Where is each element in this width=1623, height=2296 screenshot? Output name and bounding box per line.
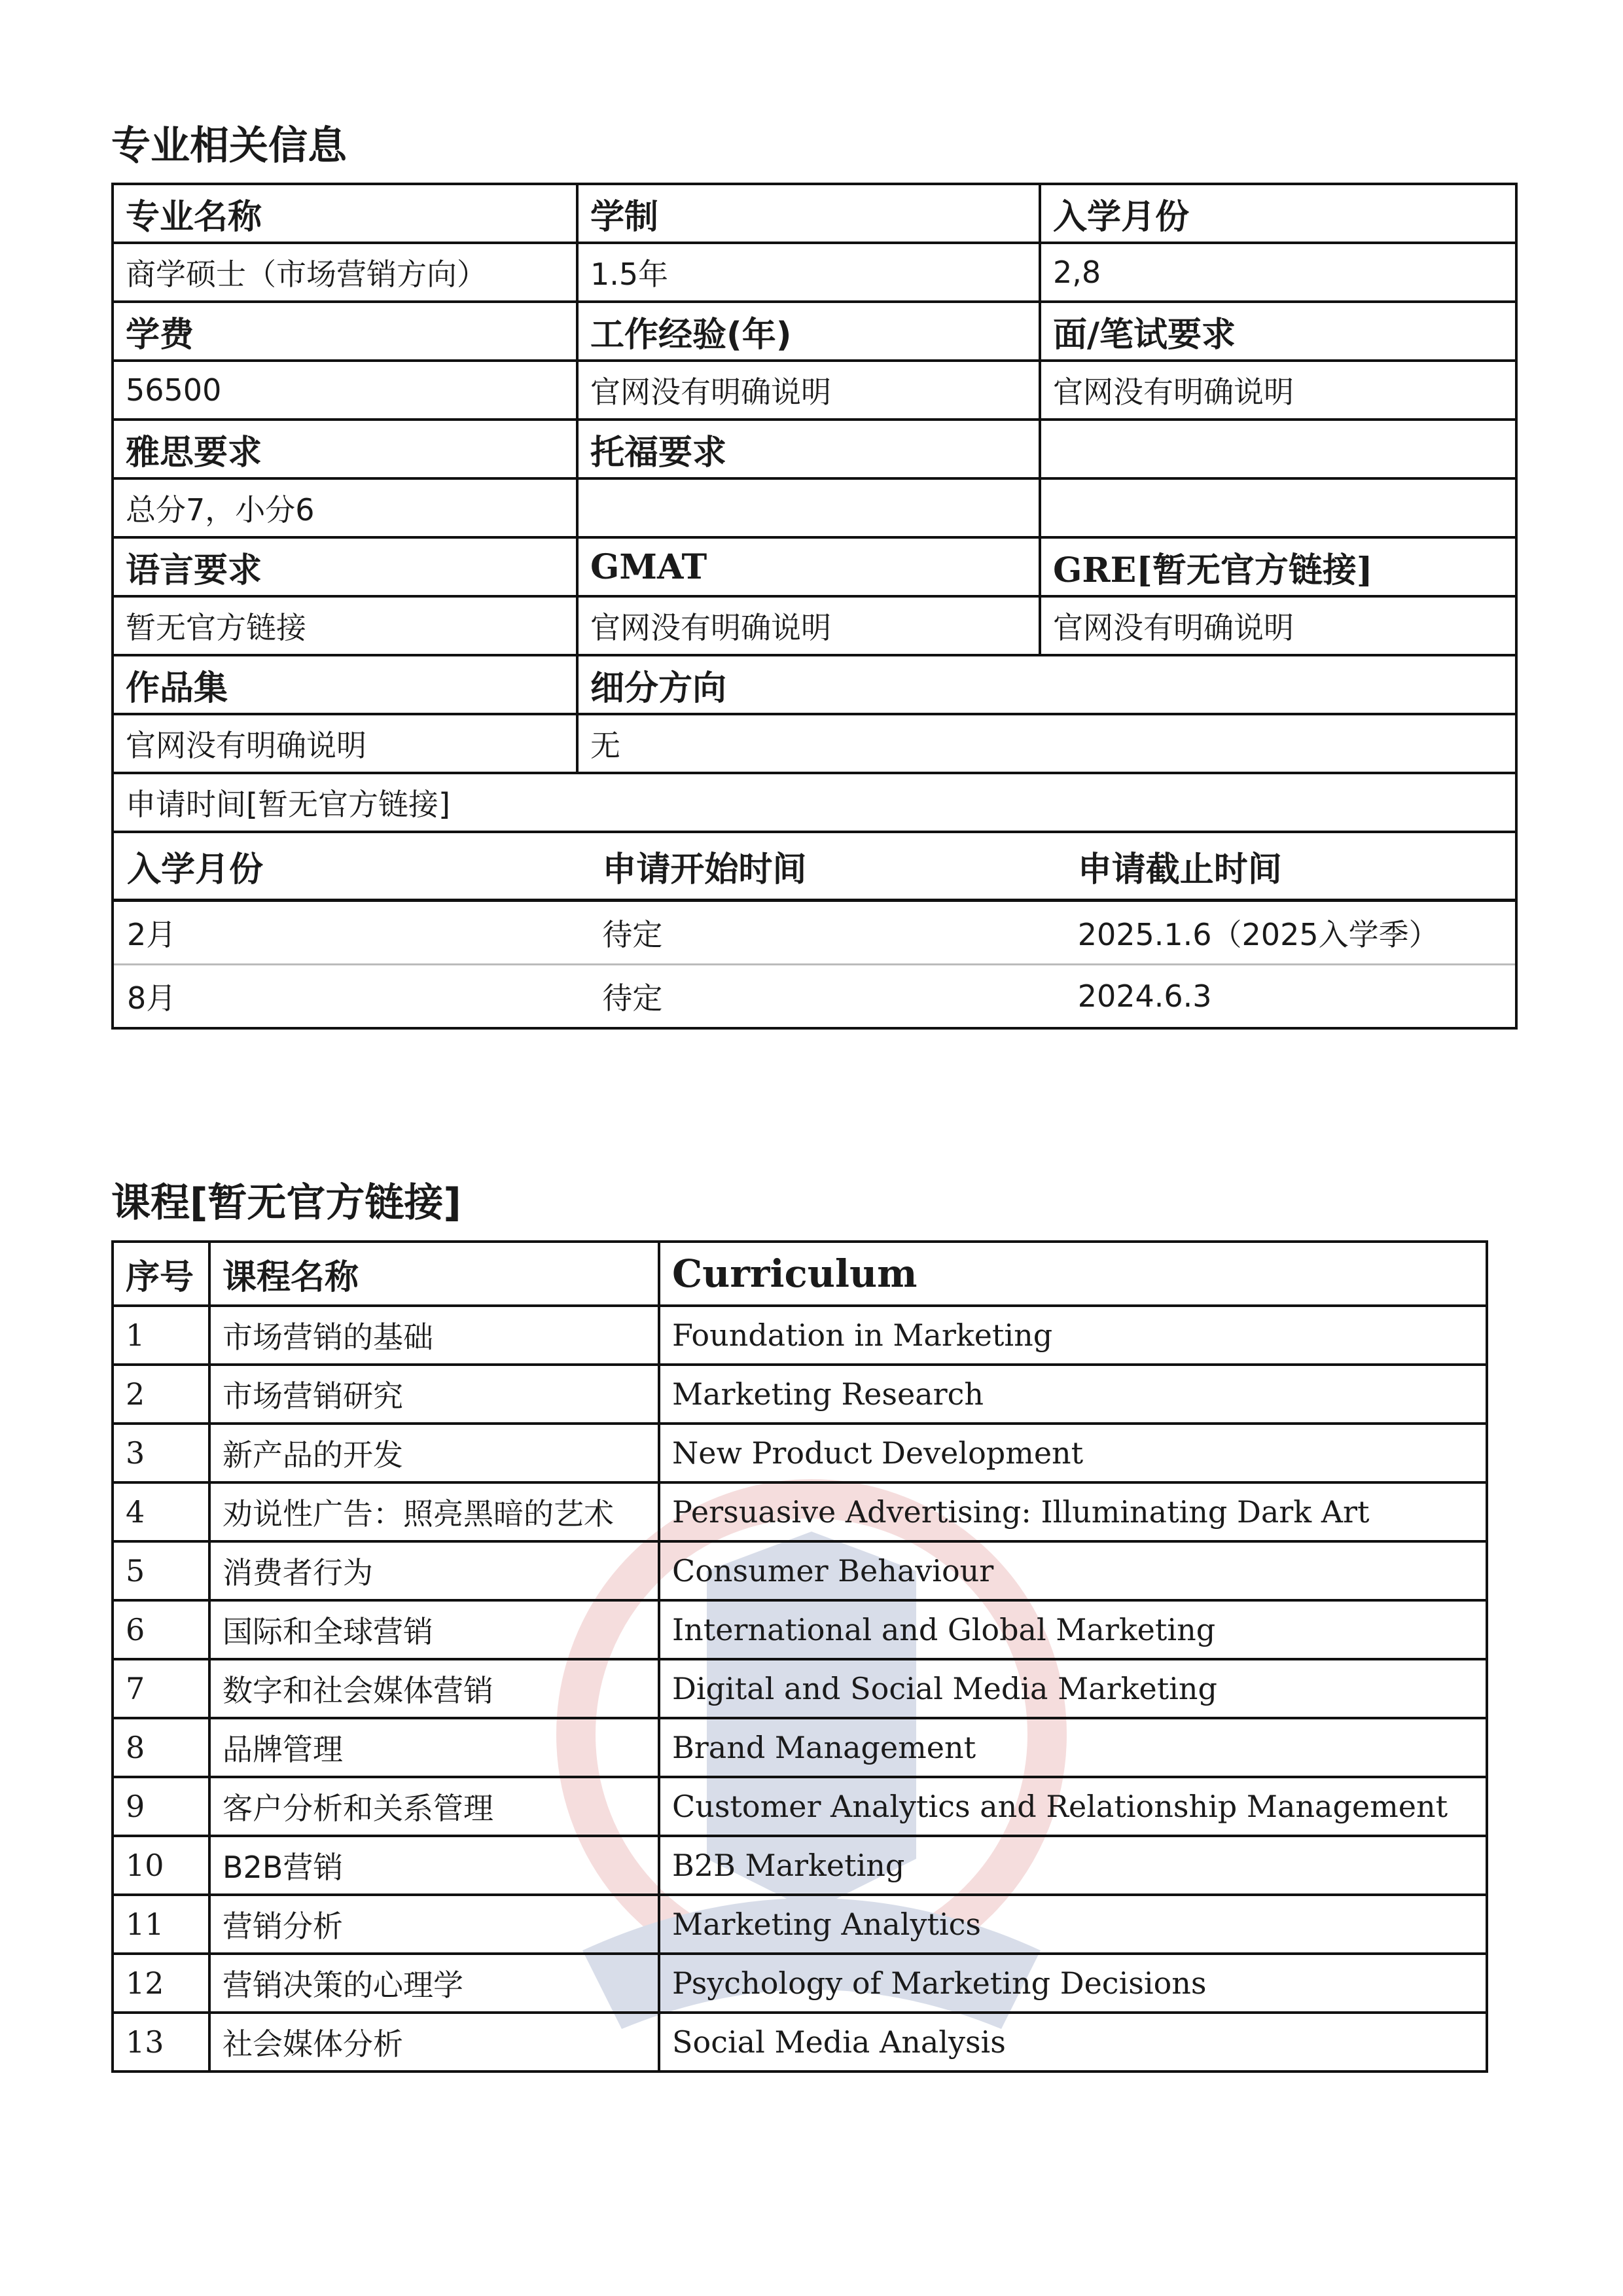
courses-title: 课程[暂无官方链接] — [111, 1180, 461, 1226]
table-row — [114, 965, 1515, 1028]
value-duration: 1.5年 — [577, 243, 1040, 302]
table-row — [114, 901, 1515, 965]
value-work-experience: 官网没有明确说明 — [577, 361, 1040, 420]
label-specialization: 细分方向 — [577, 655, 1516, 714]
course-curriculum: Psychology of Marketing Decisions — [659, 1954, 1487, 2013]
table-row — [113, 1777, 1487, 1836]
course-index: 6 — [113, 1600, 209, 1659]
table-row — [113, 1954, 1487, 2013]
label-gmat: GMAT — [577, 537, 1040, 596]
application-time-cell — [113, 832, 1516, 1028]
label-toefl: 托福要求 — [577, 420, 1040, 478]
course-index: 8 — [113, 1718, 209, 1777]
course-curriculum: Brand Management — [659, 1718, 1487, 1777]
label-language: 语言要求 — [113, 537, 577, 596]
course-index: 2 — [113, 1365, 209, 1424]
table-row — [113, 1836, 1487, 1895]
course-name: 客户分析和关系管理 — [209, 1777, 659, 1836]
course-index: 7 — [113, 1659, 209, 1718]
empty-cell — [1040, 420, 1516, 478]
label-tuition: 学费 — [113, 302, 577, 361]
course-curriculum: International and Global Marketing — [659, 1600, 1487, 1659]
course-curriculum: Consumer Behaviour — [659, 1541, 1487, 1600]
course-curriculum: B2B Marketing — [659, 1836, 1487, 1895]
course-header-index: 序号 — [113, 1242, 209, 1306]
value-specialization: 无 — [577, 714, 1516, 773]
course-name: 劝说性广告：照亮黑暗的艺术 — [209, 1482, 659, 1541]
course-curriculum: Foundation in Marketing — [659, 1306, 1487, 1365]
label-interview: 面/笔试要求 — [1040, 302, 1516, 361]
course-curriculum: Customer Analytics and Relationship Management — [659, 1777, 1487, 1836]
app-header-intake: 入学月份 — [114, 833, 589, 901]
empty-cell — [1040, 478, 1516, 537]
program-info-table — [111, 183, 1518, 1030]
app-start: 待定 — [602, 980, 663, 1016]
app-header-start: 申请开始时间 — [589, 833, 1064, 901]
course-header-curriculum: Curriculum — [659, 1242, 1487, 1306]
course-index: 5 — [113, 1541, 209, 1600]
label-work-experience: 工作经验(年) — [577, 302, 1040, 361]
value-ielts: 总分7，小分6 — [113, 478, 577, 537]
value-language: 暂无官方链接 — [113, 596, 577, 655]
label-portfolio: 作品集 — [113, 655, 577, 714]
course-index: 10 — [113, 1836, 209, 1895]
course-index: 12 — [113, 1954, 209, 2013]
value-gre: 官网没有明确说明 — [1040, 596, 1516, 655]
app-intake: 2月 — [114, 901, 589, 965]
value-tuition: 56500 — [113, 361, 577, 420]
label-ielts: 雅思要求 — [113, 420, 577, 478]
label-gre: GRE[暂无官方链接] — [1040, 537, 1516, 596]
table-row — [113, 1718, 1487, 1777]
value-toefl — [577, 478, 1040, 537]
course-name: 社会媒体分析 — [209, 2013, 659, 2072]
course-name: 营销决策的心理学 — [209, 1954, 659, 2013]
course-header-name: 课程名称 — [209, 1242, 659, 1306]
table-row — [113, 2013, 1487, 2072]
label-major-name: 专业名称 — [113, 184, 577, 243]
program-info-title: 专业相关信息 — [111, 123, 347, 169]
course-index: 1 — [113, 1306, 209, 1365]
course-index: 4 — [113, 1482, 209, 1541]
table-row — [113, 1600, 1487, 1659]
course-index: 3 — [113, 1424, 209, 1482]
course-curriculum: Social Media Analysis — [659, 2013, 1487, 2072]
value-gmat: 官网没有明确说明 — [577, 596, 1040, 655]
value-major-name: 商学硕士（市场营销方向） — [113, 243, 577, 302]
label-duration: 学制 — [577, 184, 1040, 243]
course-curriculum: Digital and Social Media Marketing — [659, 1659, 1487, 1718]
table-row — [113, 1424, 1487, 1482]
course-curriculum: Marketing Research — [659, 1365, 1487, 1424]
app-start: 待定 — [589, 901, 1064, 965]
table-row — [113, 1482, 1487, 1541]
course-name: 国际和全球营销 — [209, 1600, 659, 1659]
table-row — [113, 1895, 1487, 1954]
course-name: 市场营销研究 — [209, 1365, 659, 1424]
course-name: 消费者行为 — [209, 1541, 659, 1600]
course-name: 新产品的开发 — [209, 1424, 659, 1482]
course-index: 11 — [113, 1895, 209, 1954]
course-name: 营销分析 — [209, 1895, 659, 1954]
table-row — [113, 1365, 1487, 1424]
table-row — [113, 1541, 1487, 1600]
course-curriculum: Persuasive Advertising: Illuminating Dark Art — [659, 1482, 1487, 1541]
course-name: 品牌管理 — [209, 1718, 659, 1777]
course-name: 数字和社会媒体营销 — [209, 1659, 659, 1718]
table-row — [113, 1306, 1487, 1365]
app-intake: 8月 — [127, 980, 177, 1016]
table-row — [113, 1659, 1487, 1718]
course-curriculum: New Product Development — [659, 1424, 1487, 1482]
label-intake-months: 入学月份 — [1040, 184, 1516, 243]
app-deadline: 2024.6.3 — [1077, 978, 1212, 1014]
course-curriculum: Marketing Analytics — [659, 1895, 1487, 1954]
course-name: 市场营销的基础 — [209, 1306, 659, 1365]
value-interview: 官网没有明确说明 — [1040, 361, 1516, 420]
course-index: 9 — [113, 1777, 209, 1836]
courses-table — [111, 1240, 1488, 2073]
application-time-title: 申请时间[暂无官方链接] — [113, 773, 1516, 832]
value-portfolio: 官网没有明确说明 — [113, 714, 577, 773]
app-deadline: 2025.1.6（2025入学季） — [1065, 901, 1515, 965]
application-time-table — [114, 833, 1515, 1027]
app-header-deadline: 申请截止时间 — [1065, 833, 1515, 901]
value-intake-months: 2,8 — [1040, 243, 1516, 302]
course-name: B2B营销 — [209, 1836, 659, 1895]
course-index: 13 — [113, 2013, 209, 2072]
